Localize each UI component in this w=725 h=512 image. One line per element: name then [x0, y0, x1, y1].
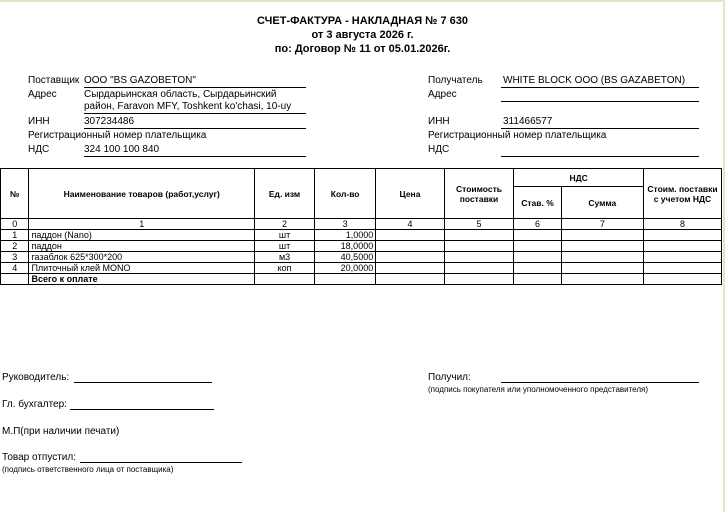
row-vat-sum: [561, 263, 643, 274]
top-border: [0, 0, 725, 2]
total-total: [643, 274, 721, 285]
row-cost: [444, 230, 514, 241]
col-number: 0: [1, 219, 29, 230]
row-vat-rate: [514, 263, 561, 274]
supplier-address-label: Адрес: [28, 89, 57, 100]
row-price: [376, 230, 445, 241]
row-cost: [444, 263, 514, 274]
row-qty: 40,5000: [315, 252, 376, 263]
row-unit: шт: [255, 241, 315, 252]
col-header-vat-group: НДС: [514, 169, 644, 187]
receiver-reg-label: Регистрационный номер плательщика: [428, 130, 607, 141]
receiver-name: WHITE BLOCK OOO (BS GAZABETON): [503, 75, 686, 86]
receiver-label: Получатель: [428, 75, 483, 86]
col-header-total: Стоим. поставки с учетом НДС: [643, 169, 721, 219]
row-cost: [444, 252, 514, 263]
col-number: 2: [255, 219, 315, 230]
table-row: [1, 241, 722, 252]
col-header-vat-sum: Сумма: [561, 187, 643, 219]
received-note: (подпись покупателя или уполномоченного представителя): [428, 385, 649, 394]
goods-table: [0, 168, 722, 285]
total-row: [1, 274, 722, 285]
col-header-cost: Стоимость поставки: [444, 169, 514, 219]
receiver-vat-label: НДС: [428, 144, 450, 155]
column-number-row: [1, 219, 722, 230]
row-total: [643, 230, 721, 241]
row-unit: коп: [255, 263, 315, 274]
supplier-address-line2: район, Faravon MFY, Toshkent ko'chasi, 10-uy: [84, 101, 292, 112]
supplier-inn-line: [84, 128, 306, 129]
col-number: 1: [29, 219, 255, 230]
receiver-inn-line: [501, 128, 699, 129]
col-number: 3: [315, 219, 376, 230]
row-name: Плиточный клей MONO: [29, 263, 255, 274]
receiver-inn-label: ИНН: [428, 116, 450, 127]
col-header-unit: Ед. изм: [255, 169, 315, 219]
supplier-inn: 307234486: [84, 116, 135, 127]
col-header-qty: Кол-во: [315, 169, 376, 219]
row-unit: м3: [255, 252, 315, 263]
supplier-vat-line: [84, 156, 306, 157]
received-signature-line: [501, 382, 699, 383]
released-signature-line: [80, 462, 242, 463]
released-label: Товар отпустил:: [2, 452, 76, 463]
total-vat-rate: [514, 274, 561, 285]
total-unit: [255, 274, 315, 285]
col-header-no: №: [1, 169, 29, 219]
table-row: [1, 230, 722, 241]
director-label: Руководитель:: [2, 372, 70, 383]
row-name: паддон: [29, 241, 255, 252]
row-qty: 1,0000: [315, 230, 376, 241]
total-spacer: [1, 274, 29, 285]
accountant-label: Гл. бухгалтер:: [2, 399, 67, 410]
row-vat-sum: [561, 230, 643, 241]
total-label: Всего к оплате: [29, 274, 255, 285]
supplier-address-line: [84, 113, 306, 114]
row-unit: шт: [255, 230, 315, 241]
supplier-name: ООО "BS GAZOBETON": [84, 75, 196, 86]
row-vat-rate: [514, 241, 561, 252]
col-number: 6: [514, 219, 561, 230]
receiver-vat-line: [501, 156, 699, 157]
accountant-signature-line: [70, 409, 214, 410]
document-contract: по: Договор № 11 от 05.01.2026г.: [274, 43, 451, 55]
row-total: [643, 263, 721, 274]
row-no: 4: [1, 263, 29, 274]
total-cost: [444, 274, 514, 285]
row-no: 1: [1, 230, 29, 241]
table-row: [1, 263, 722, 274]
row-no: 3: [1, 252, 29, 263]
table-row: [1, 252, 722, 263]
row-vat-rate: [514, 252, 561, 263]
supplier-address-line1: Сырдарьинская область, Сырдарьинский: [84, 89, 277, 100]
col-header-vat-rate: Став. %: [514, 187, 561, 219]
row-price: [376, 263, 445, 274]
row-vat-rate: [514, 230, 561, 241]
row-vat-sum: [561, 252, 643, 263]
released-note: (подпись ответственного лица от поставщика): [2, 465, 174, 474]
row-price: [376, 241, 445, 252]
supplier-label: Поставщик: [28, 75, 80, 86]
received-label: Получил:: [428, 372, 471, 383]
row-name: газаблок 625*300*200: [29, 252, 255, 263]
col-number: 8: [643, 219, 721, 230]
supplier-reg-label: Регистрационный номер плательщика: [28, 130, 207, 141]
row-qty: 20,0000: [315, 263, 376, 274]
col-number: 7: [561, 219, 643, 230]
document-date: от 3 августа 2026 г.: [311, 29, 414, 41]
col-number: 5: [444, 219, 514, 230]
col-header-price: Цена: [376, 169, 445, 219]
supplier-inn-label: ИНН: [28, 116, 50, 127]
receiver-name-line: [501, 87, 699, 88]
row-price: [376, 252, 445, 263]
col-header-name: Наименование товаров (работ,услуг): [29, 169, 255, 219]
row-total: [643, 241, 721, 252]
row-name: паддон (Nano): [29, 230, 255, 241]
receiver-inn: 311466577: [503, 116, 553, 127]
stamp-label: М.П(при наличии печати): [2, 426, 120, 437]
supplier-vat: 324 100 100 840: [84, 144, 160, 155]
row-cost: [444, 241, 514, 252]
supplier-vat-label: НДС: [28, 144, 50, 155]
receiver-address-line: [501, 101, 699, 102]
row-qty: 18,0000: [315, 241, 376, 252]
document-title: СЧЕТ-ФАКТУРА - НАКЛАДНАЯ № 7 630: [256, 15, 469, 27]
total-price: [376, 274, 445, 285]
row-no: 2: [1, 241, 29, 252]
row-vat-sum: [561, 241, 643, 252]
col-number: 4: [376, 219, 445, 230]
total-vat-sum: [561, 274, 643, 285]
row-total: [643, 252, 721, 263]
director-signature-line: [74, 382, 212, 383]
receiver-address-label: Адрес: [428, 89, 457, 100]
supplier-name-line: [84, 87, 306, 88]
total-qty: [315, 274, 376, 285]
